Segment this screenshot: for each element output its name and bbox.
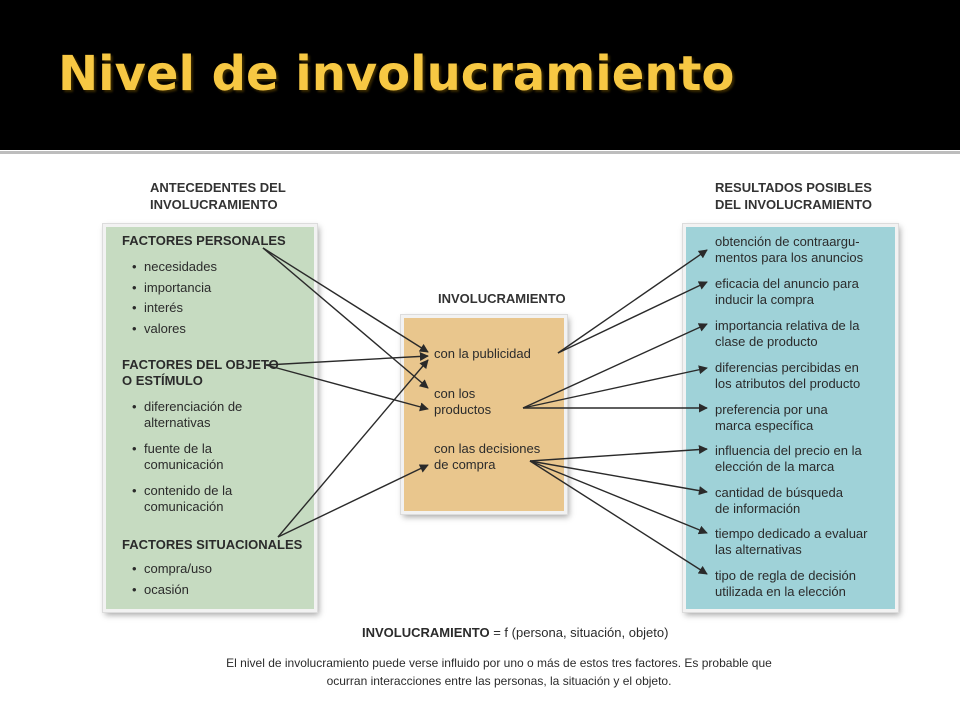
involvement-target-line1: con las decisiones	[434, 441, 541, 456]
object-factors-label-line2: O ESTÍMULO	[122, 373, 203, 388]
arrow-products-to-relative-importance	[523, 324, 707, 408]
involvement-target: con la publicidad	[434, 346, 531, 361]
object-factor-item-line1: • contenido de la	[144, 483, 233, 498]
figure-caption	[184, 654, 814, 690]
arrow-personal-to-advertising	[263, 248, 428, 352]
arrow-decisions-to-search-amount	[530, 461, 707, 492]
result-item-line1: preferencia por una	[715, 402, 828, 417]
result-item-line1: diferencias percibidas en	[715, 360, 859, 375]
situational-factors-label: FACTORES SITUACIONALES	[122, 537, 303, 552]
involvement-target-line2: productos	[434, 402, 492, 417]
personal-factor-item: • importancia	[144, 280, 211, 296]
antecedents-heading-line1: ANTECEDENTES DEL	[150, 180, 286, 195]
result-item-line1: tipo de regla de decisión	[715, 568, 856, 583]
object-factor-item-line2: comunicación	[144, 499, 224, 514]
arrow-advertising-to-counterarguments	[558, 250, 707, 353]
personal-factor-item: • valores	[144, 321, 186, 337]
slide-title: Nivel de involucramiento	[58, 46, 735, 102]
arrow-products-to-perceived-differences	[523, 368, 707, 408]
object-factor-item-line1: • fuente de la	[144, 441, 212, 456]
arrow-situational-to-advertising	[278, 360, 428, 537]
result-item-line2: de información	[715, 501, 801, 516]
arrow-situational-to-decisions	[278, 465, 428, 537]
object-factor-item-line1: • diferenciación de	[144, 399, 243, 414]
result-item-line2: marca específica	[715, 418, 814, 433]
arrow-decisions-to-evaluation-time	[530, 461, 707, 533]
arrow-personal-to-products	[263, 248, 428, 388]
antecedents-heading-line2: INVOLUCRAMIENTO	[150, 197, 278, 212]
result-item-line1: obtención de contraargu-	[715, 234, 860, 249]
result-item-line2: mentos para los anuncios	[715, 250, 864, 265]
involvement-target-line2: de compra	[434, 457, 496, 472]
arrow-advertising-to-ad-effectiveness	[558, 282, 707, 353]
involvement-formula	[362, 625, 672, 641]
results-heading-line2: DEL INVOLUCRAMIENTO	[715, 197, 872, 212]
result-item-line2: las alternativas	[715, 542, 802, 557]
formula-lhs: INVOLUCRAMIENTO	[362, 625, 490, 640]
personal-factor-item: • necesidades	[144, 259, 217, 275]
arrow-object-to-advertising	[266, 356, 428, 365]
caption-line1: El nivel de involucramiento puede verse influido por uno o más de estos tres factores. Es probable que	[226, 656, 772, 670]
result-item-line1: importancia relativa de la	[715, 318, 860, 333]
object-factors-label-line1: FACTORES DEL OBJETO	[122, 357, 279, 372]
results-heading-line1: RESULTADOS POSIBLES	[715, 180, 872, 195]
arrow-decisions-to-decision-rule	[530, 461, 707, 574]
result-item-line2: elección de la marca	[715, 459, 835, 474]
arrow-decisions-to-price-influence	[530, 449, 707, 461]
result-item-line1: cantidad de búsqueda	[715, 485, 843, 500]
result-item-line2: los atributos del producto	[715, 376, 861, 391]
personal-factor-item: • interés	[144, 300, 183, 316]
result-item-line2: clase de producto	[715, 334, 818, 349]
personal-factors-label: FACTORES PERSONALES	[122, 233, 286, 248]
object-factor-item-line2: comunicación	[144, 457, 224, 472]
result-item-line1: influencia del precio en la	[715, 443, 862, 458]
arrow-object-to-products	[266, 365, 428, 409]
involvement-target-line1: con los	[434, 386, 476, 401]
result-item-line2: utilizada en la elección	[715, 584, 846, 599]
caption-line2: ocurran interacciones entre las personas, la situación y el objeto.	[326, 674, 672, 688]
situational-factor-item: • ocasión	[144, 582, 189, 598]
situational-factor-item: • compra/uso	[144, 561, 212, 577]
object-factor-item-line2: alternativas	[144, 415, 211, 430]
result-item-line1: eficacia del anuncio para	[715, 276, 859, 291]
formula-rhs: = f (persona, situación, objeto)	[489, 625, 669, 640]
result-item-line2: inducir la compra	[715, 292, 814, 307]
involvement-heading: INVOLUCRAMIENTO	[438, 291, 566, 306]
result-item-line1: tiempo dedicado a evaluar	[715, 526, 868, 541]
